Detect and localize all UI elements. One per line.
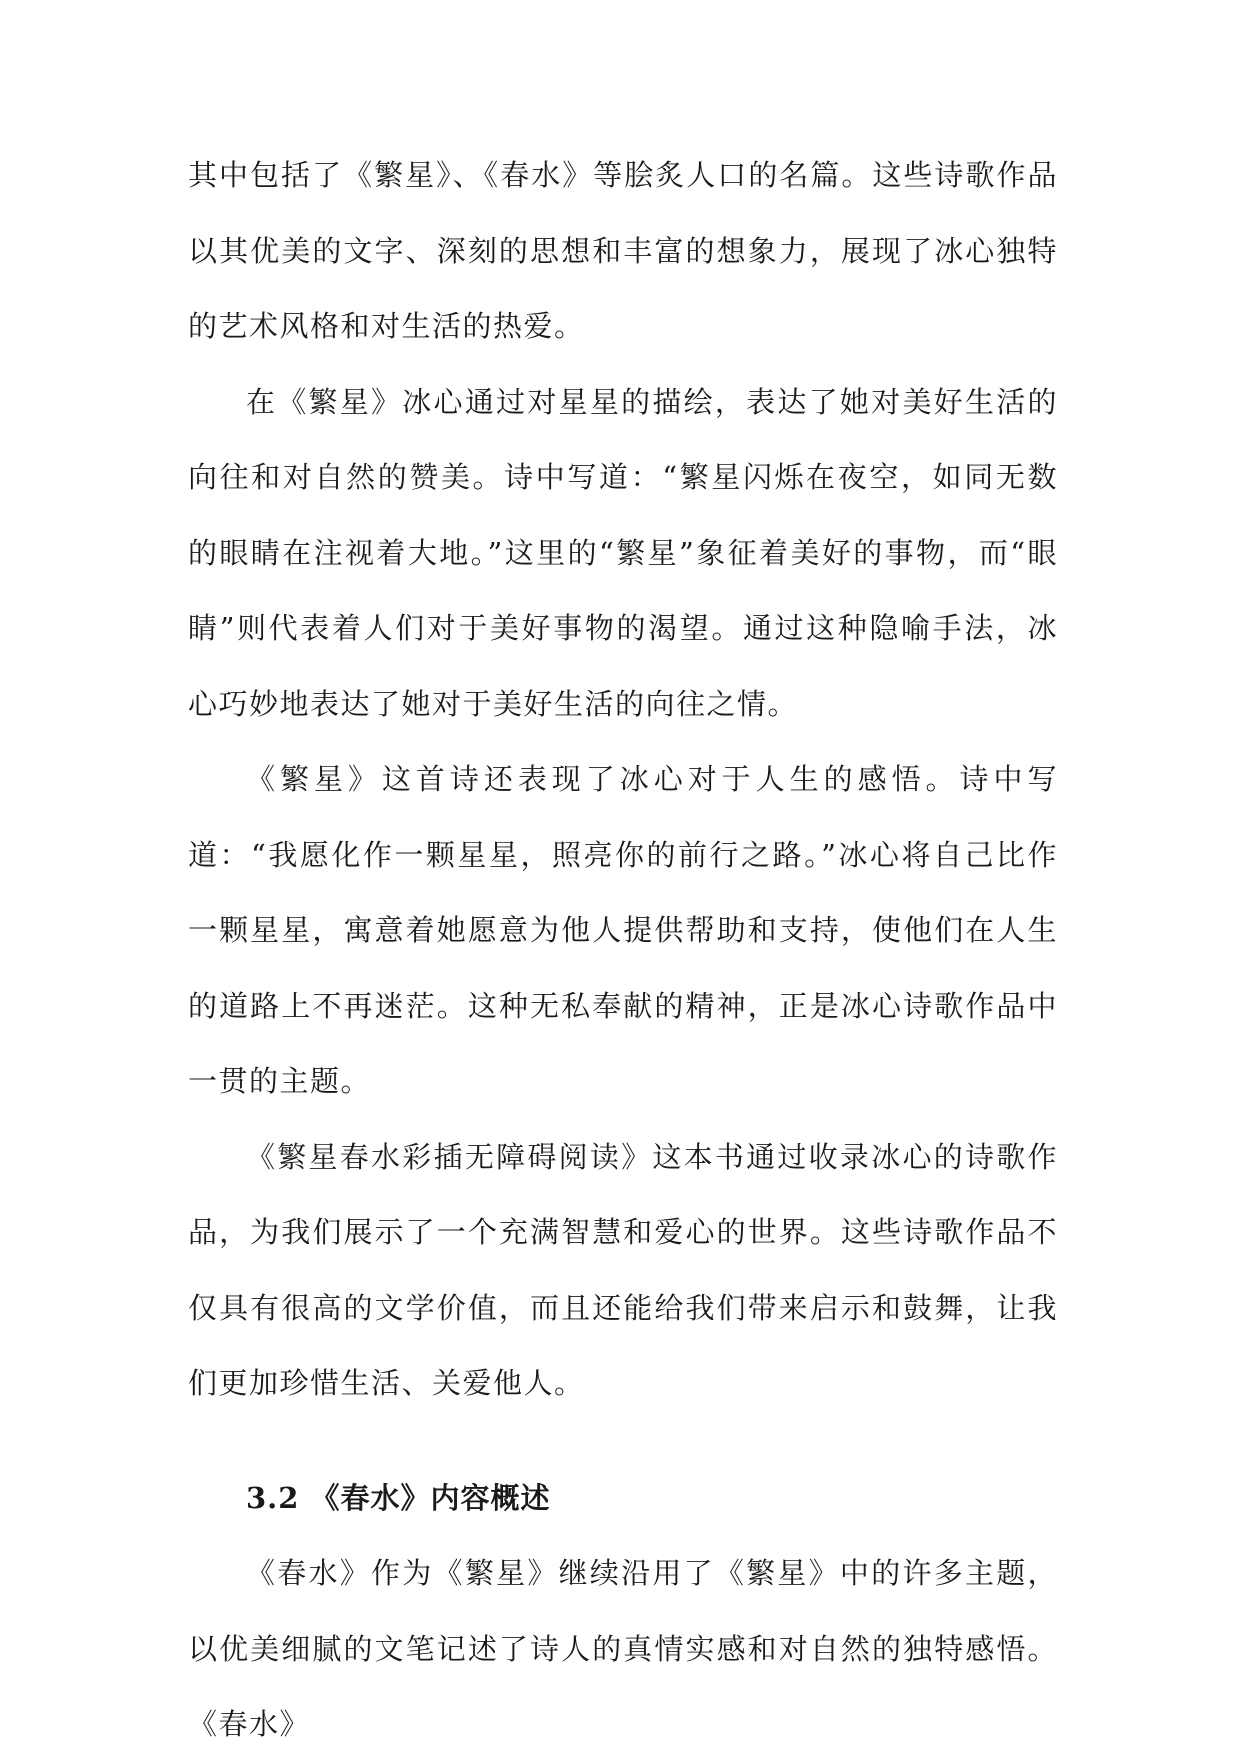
paragraph-5: 《春水》作为《繁星》继续沿用了《繁星》中的许多主题，以优美细腻的文笔记述了诗人的真情实感和对自然的独特感悟。《春水》 <box>188 1556 1058 1741</box>
document-body <box>188 138 1058 1763</box>
paragraph-4: 《繁星春水彩插无障碍阅读》这本书通过收录冰心的诗歌作品，为我们展示了一个充满智慧和爱心的世界。这些诗歌作品不仅具有很高的文学价值，而且还能给我们带来启示和鼓舞，让我们更加珍惜生活、关爱他人。 <box>188 1139 1058 1400</box>
paragraph-1: 其中包括了《繁星》、《春水》等脍炙人口的名篇。这些诗歌作品以其优美的文字、深刻的思想和丰富的想象力，展现了冰心独特的艺术风格和对生活的热爱。 <box>188 158 1058 343</box>
paragraph-3: 《繁星》这首诗还表现了冰心对于人生的感悟。诗中写道：“我愿化作一颗星星，照亮你的前行之路。”冰心将自己比作一颗星星，寓意着她愿意为他人提供帮助和支持，使他们在人生的道路上不再迷茫。这种无私奉献的精神，正是冰心诗歌作品中一贯的主题。 <box>188 762 1058 1098</box>
paragraph-2: 在《繁星》冰心通过对星星的描绘，表达了她对美好生活的向往和对自然的赞美。诗中写道：“繁星闪烁在夜空，如同无数的眼睛在注视着大地。”这里的“繁星”象征着美好的事物，而“眼睛”则代表着人们对于美好事物的渴望。通过这种隐喻手法，冰心巧妙地表达了她对于美好生活的向往之情。 <box>188 384 1058 721</box>
section-heading: 3.2 《春水》内容概述 <box>246 1480 551 1515</box>
